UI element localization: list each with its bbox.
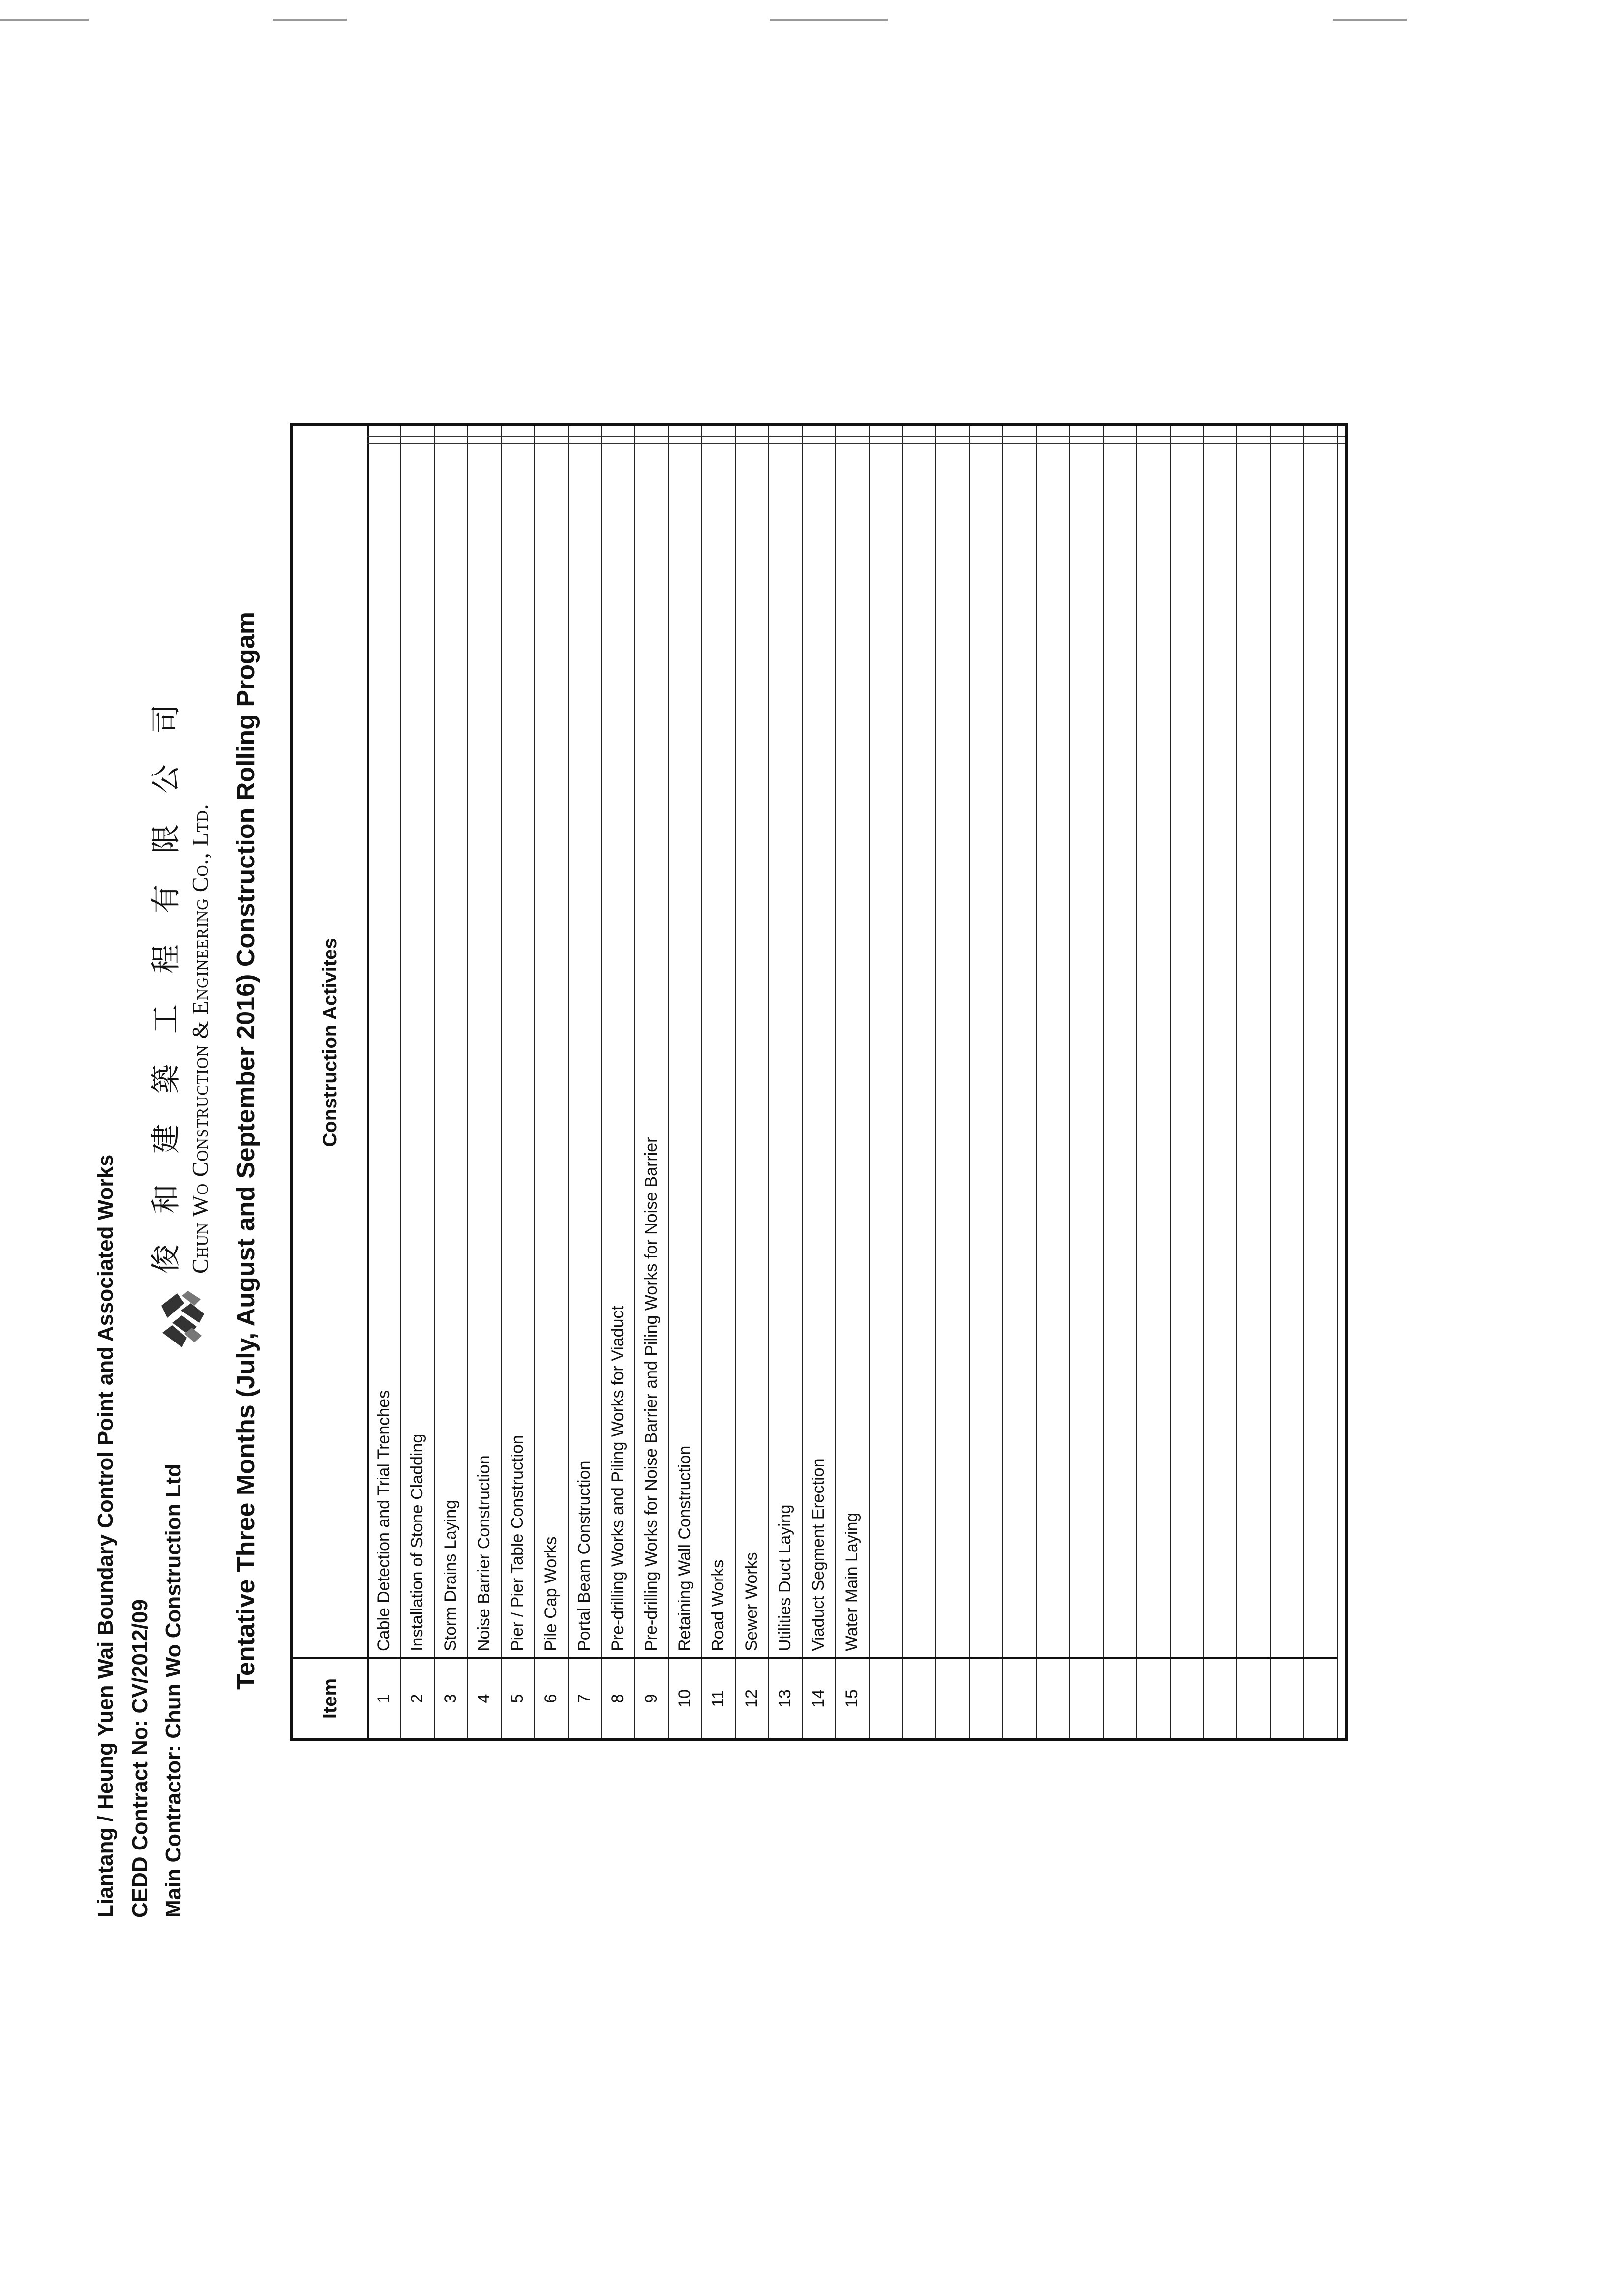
table-row — [668, 426, 702, 1738]
row-item-number: 3 — [434, 1657, 467, 1738]
table-row — [601, 426, 635, 1738]
header-item: Item — [293, 1657, 367, 1738]
row-activity: Pre-drilling Works for Noise Barrier and Piling Works for Noise Barrier — [641, 1137, 661, 1651]
row-item-number: 8 — [601, 1657, 634, 1738]
table-row — [701, 426, 736, 1738]
header-activities: Construction Activites — [319, 938, 341, 1147]
row-activity: Portal Beam Construction — [574, 1461, 594, 1651]
table-row — [1069, 426, 1104, 1738]
table-row — [434, 426, 468, 1738]
table-body — [367, 426, 1345, 1738]
row-item-number: 13 — [768, 1657, 802, 1738]
rotated-page — [74, 0, 1549, 1918]
row-item-number: 15 — [835, 1657, 869, 1738]
row-activity — [1136, 426, 1170, 1651]
row-item-number — [1136, 1657, 1170, 1738]
row-activity — [1103, 426, 1136, 1651]
row-item-number: 9 — [634, 1657, 668, 1738]
row-activity: Utilities Duct Laying — [775, 1504, 794, 1651]
row-activity: Retaining Wall Construction — [675, 1445, 694, 1651]
row-activity: Pre-drilling Works and Piling Works for Viaduct — [608, 1306, 627, 1651]
row-activity — [1170, 426, 1203, 1651]
row-item-number — [1036, 1657, 1069, 1738]
document-title: Tentative Three Months (July, August and September 2016) Construction Rolling Progam — [232, 612, 260, 1690]
table-row — [1170, 426, 1204, 1738]
row-item-number: 7 — [568, 1657, 601, 1738]
table-row — [534, 426, 569, 1738]
row-activity — [1270, 426, 1303, 1651]
table-row — [1002, 426, 1037, 1738]
row-activity: Pier / Pier Table Construction — [508, 1435, 527, 1651]
table-row — [1136, 426, 1171, 1738]
table-row — [1103, 426, 1137, 1738]
table-row — [935, 426, 970, 1738]
row-item-number — [935, 1657, 969, 1738]
row-activity — [1203, 426, 1236, 1651]
table-row — [634, 426, 669, 1738]
row-activity: Water Main Laying — [842, 1512, 861, 1651]
contract-number: CEDD Contract No: CV/2012/09 — [128, 1599, 152, 1918]
row-activity — [935, 426, 969, 1651]
table-row — [1036, 426, 1070, 1738]
table-row — [1303, 426, 1338, 1738]
table-row — [969, 426, 1003, 1738]
row-item-number: 10 — [668, 1657, 701, 1738]
row-activity — [1303, 426, 1337, 1651]
row-item-number — [1002, 1657, 1036, 1738]
row-activity — [1002, 426, 1036, 1651]
row-activity: Installation of Stone Cladding — [407, 1433, 426, 1651]
row-item-number — [1069, 1657, 1103, 1738]
table-row — [1203, 426, 1237, 1738]
table-row — [735, 426, 769, 1738]
row-activity — [902, 426, 935, 1651]
activities-table — [290, 423, 1348, 1741]
company-name-english: Chun Wo Construction & Engineering Co., Ltd. — [187, 804, 212, 1274]
table-row — [802, 426, 836, 1738]
row-item-number: 6 — [534, 1657, 568, 1738]
row-item-number — [969, 1657, 1002, 1738]
row-activity: Noise Barrier Construction — [474, 1455, 493, 1651]
row-item-number — [1103, 1657, 1136, 1738]
table-row — [768, 426, 803, 1738]
row-item-number: 11 — [701, 1657, 735, 1738]
table-double-rule — [367, 443, 1345, 444]
table-row — [501, 426, 535, 1738]
row-item-number — [902, 1657, 935, 1738]
table-row — [367, 426, 401, 1738]
row-activity — [1036, 426, 1069, 1651]
company-logo-icon — [157, 1288, 207, 1352]
row-item-number — [1170, 1657, 1203, 1738]
table-row — [869, 426, 903, 1738]
table-row — [835, 426, 870, 1738]
row-item-number — [1203, 1657, 1236, 1738]
row-activity — [869, 426, 902, 1651]
table-row — [1270, 426, 1304, 1738]
table-row — [400, 426, 435, 1738]
row-item-number — [1270, 1657, 1303, 1738]
row-activity: Road Works — [708, 1559, 727, 1651]
table-double-rule — [367, 436, 1345, 437]
row-item-number — [1303, 1657, 1337, 1738]
table-row — [902, 426, 936, 1738]
row-item-number: 1 — [367, 1657, 400, 1738]
row-item-number: 5 — [501, 1657, 534, 1738]
table-row — [568, 426, 602, 1738]
row-item-number: 4 — [467, 1657, 501, 1738]
main-contractor: Main Contractor: Chun Wo Construction Ltd — [161, 1463, 185, 1918]
company-name-chinese: 俊和建築工程有限公司 — [149, 674, 183, 1274]
row-activity: Viaduct Segment Erection — [809, 1458, 828, 1651]
row-item-number — [869, 1657, 902, 1738]
row-activity: Storm Drains Laying — [441, 1499, 460, 1651]
row-activity — [1069, 426, 1103, 1651]
row-activity — [1236, 426, 1270, 1651]
row-activity: Cable Detection and Trial Trenches — [374, 1390, 393, 1651]
table-header — [293, 426, 369, 1738]
table-row — [1236, 426, 1271, 1738]
row-item-number — [1236, 1657, 1270, 1738]
table-row — [467, 426, 502, 1738]
row-item-number: 14 — [802, 1657, 835, 1738]
row-activity — [969, 426, 1002, 1651]
row-activity: Sewer Works — [742, 1552, 761, 1651]
project-title: Liantang / Heung Yuen Wai Boundary Control Point and Associated Works — [93, 1154, 118, 1918]
row-item-number: 12 — [735, 1657, 768, 1738]
row-activity: Pile Cap Works — [541, 1536, 560, 1651]
row-item-number: 2 — [400, 1657, 434, 1738]
